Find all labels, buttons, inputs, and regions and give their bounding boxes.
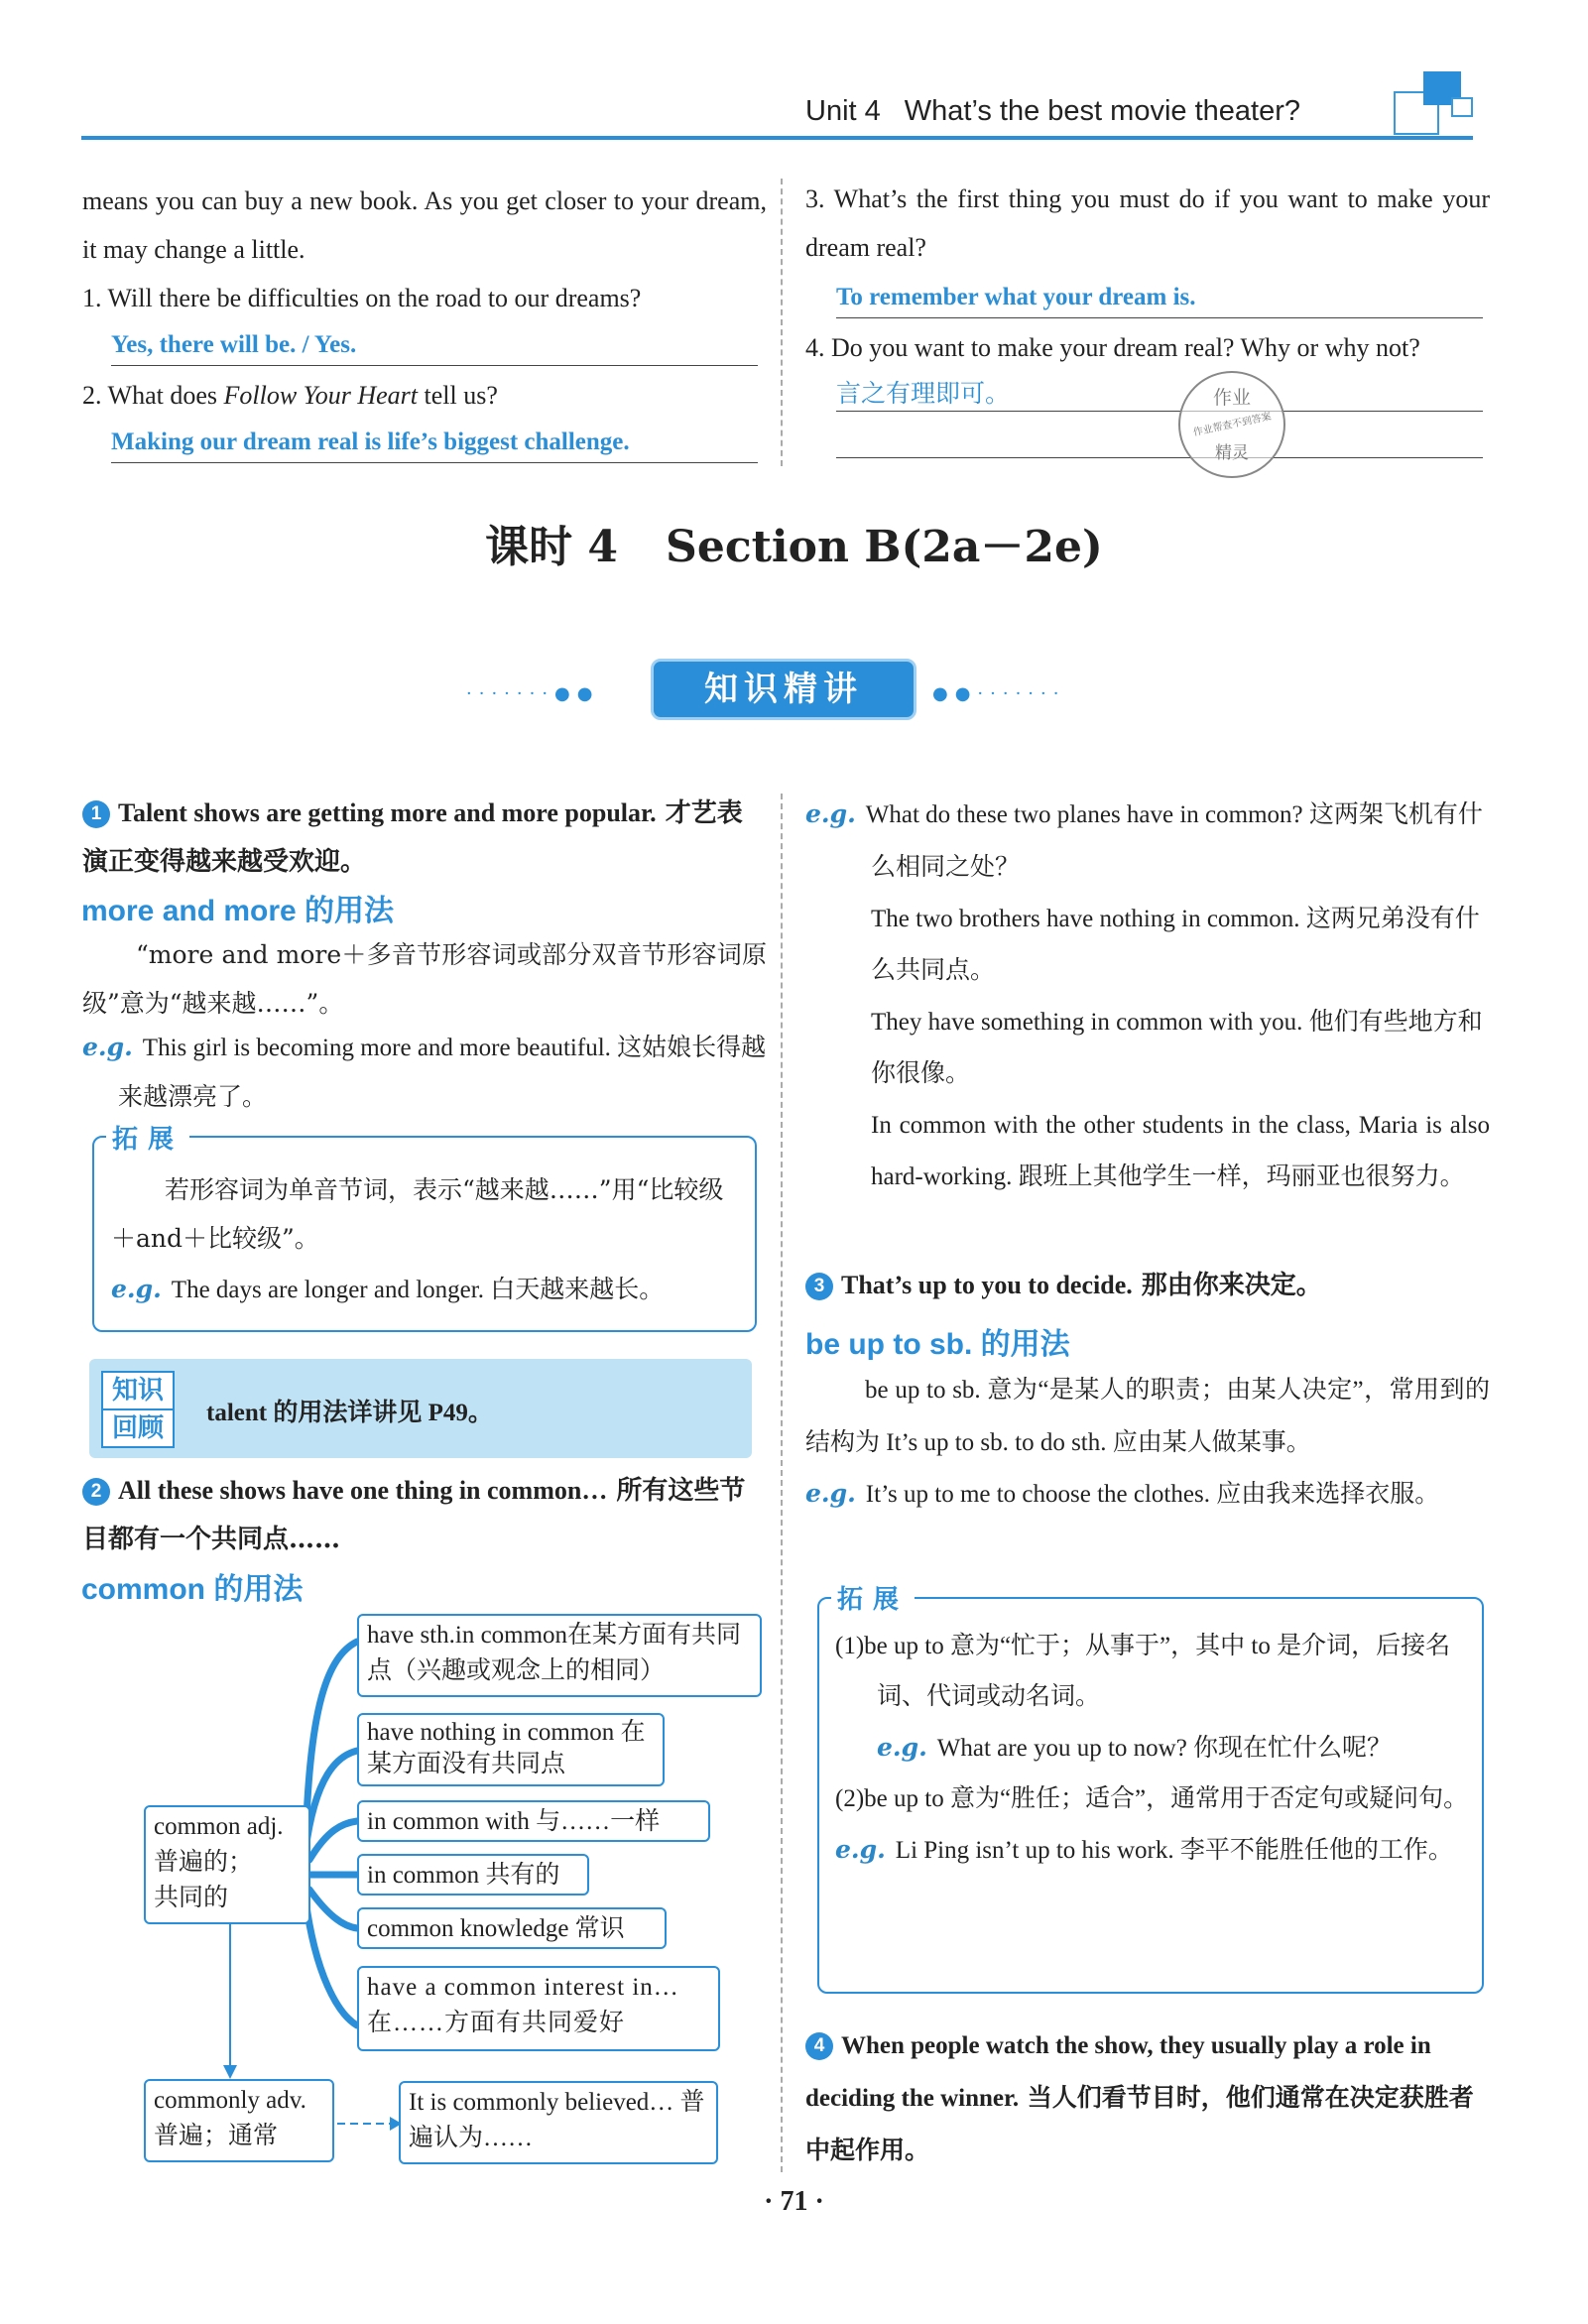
point-2: 2 All these shows have one thing in common… 所有这些节目都有一个共同点…… <box>82 1476 746 1554</box>
question-3: 3. What’s the first thing you must do if you want to make your dream real? <box>805 184 1490 262</box>
answer-2: Making our dream real is life’s biggest challenge. <box>111 423 758 463</box>
point-number-1: 1 <box>82 800 110 828</box>
heading-be-up-to: be up to sb. 的用法 <box>805 1328 1070 1361</box>
extension-example-1: e.g. The days are longer and longer. 白天越来越长。 <box>111 1275 665 1303</box>
question-2: 2. What does Follow Your Heart tell us? <box>82 381 498 410</box>
banner-dots-right: ●●······· <box>932 683 1066 704</box>
common-examples: e.g. What do these two planes have in common? 这两架飞机有什么相同之处？ The two brothers have nothing in common. 这两兄弟没有什么共同点。 They have something in common with you. 他们有些地方和你很像。 In common with the other students in the class, Maria is also hard-working. 跟班上其他学生一样，玛丽亚也很努力。 <box>805 799 1490 1190</box>
unit-title: What’s the best movie theater? <box>904 95 1300 127</box>
point-number-2: 2 <box>82 1478 110 1506</box>
more-and-more-explanation: “more and more＋多音节形容词或部分双音节形容词原级”意为“越来越……”。 <box>82 940 767 1018</box>
mindmap-adverb: commonly adv. 普遍；通常 <box>144 2079 334 2162</box>
point-number-4: 4 <box>805 2032 833 2060</box>
extension-tab: 拓展 <box>831 1579 915 1616</box>
question-4: 4. Do you want to make your dream real? Why or why not? <box>805 333 1420 362</box>
review-tag: 知识 回顾 <box>101 1371 175 1448</box>
mindmap-root: common adj. 普遍的； 共同的 <box>144 1805 310 1924</box>
question-1: 1. Will there be difficulties on the road to our dreams? <box>82 284 642 312</box>
mindmap-branch: common knowledge 常识 <box>357 1907 667 1949</box>
answer-3: To remember what your dream is. <box>836 278 1483 318</box>
unit-label: Unit 4 <box>805 95 881 127</box>
knowledge-banner: 知识精讲 <box>651 659 916 720</box>
review-text: talent 的用法详讲见 P49。 <box>206 1400 493 1426</box>
banner-dots-left: ·······●● <box>466 683 600 704</box>
homework-stamp: 作业 作业帮查不到答案 精灵 <box>1178 371 1285 478</box>
section-name: Section B(2a－2e) <box>666 522 1103 572</box>
page-number: · 71 · <box>764 2186 824 2217</box>
be-up-to-example: e.g. It’s up to me to choose the clothes. 应由我来选择衣服。 <box>805 1479 1440 1508</box>
extension-body-2: (1)be up to 意为“忙于；从事于”，其中 to 是介词，后接名词、代词或动名词。 e.g. What are you up to now? 你现在忙什么呢？ (2)be up to 意为“胜任；适合”，通常用于否定句或疑问句。 e.g. Li Ping isn’t up to his work. 李平不能胜任他的工作。 <box>835 1633 1469 1864</box>
book-title: Follow Your Heart <box>223 381 419 410</box>
heading-common: common 的用法 <box>81 1573 304 1606</box>
point-number-3: 3 <box>805 1273 833 1300</box>
mindmap-branch: have sth.in common在某方面有共同点（兴趣或观念上的相同） <box>357 1614 762 1697</box>
mindmap-adverb-branch: It is commonly believed… 普遍认为…… <box>399 2081 718 2164</box>
mindmap-branch: have a common interest in… 在……方面有共同爱好 <box>357 1966 720 2051</box>
point-4: 4 When people watch the show, they usually play a role in deciding the winner. 当人们看节目时，他们通常在决定获胜者中起作用。 <box>805 2032 1474 2164</box>
mindmap-branch: in common with 与……一样 <box>357 1800 710 1842</box>
point-1: 1 Talent shows are getting more and more popular. 才艺表演正变得越来越受欢迎。 <box>82 798 743 877</box>
mindmap-branch: have nothing in common 在某方面没有共同点 <box>357 1713 665 1786</box>
answer-1: Yes, there will be. / Yes. <box>111 325 758 366</box>
point-3: 3 That’s up to you to decide. 那由你来决定。 <box>805 1261 1490 1310</box>
heading-more-and-more: more and more 的用法 <box>81 895 395 927</box>
more-and-more-example: e.g. This girl is becoming more and more beautiful. 这姑娘长得越来越漂亮了。 <box>82 1033 767 1111</box>
answer-4: 言之有理即可。 <box>836 374 1483 412</box>
extension-body-1: 若形容词为单音节词，表示“越来越……”用“比较级＋and＋比较级”。 <box>111 1175 724 1253</box>
lesson-label: 课时 4 <box>485 522 619 572</box>
extension-tab: 拓展 <box>106 1119 189 1156</box>
reading-continuation: means you can buy a new book. As you get closer to your dream, it may change a little. <box>82 186 767 264</box>
be-up-to-explanation: be up to sb. 意为“是某人的职责；由某人决定”，常用到的结构为 It’s up to sb. to do sth. 应由某人做某事。 <box>805 1377 1490 1456</box>
mindmap-branch: in common 共有的 <box>357 1854 589 1896</box>
